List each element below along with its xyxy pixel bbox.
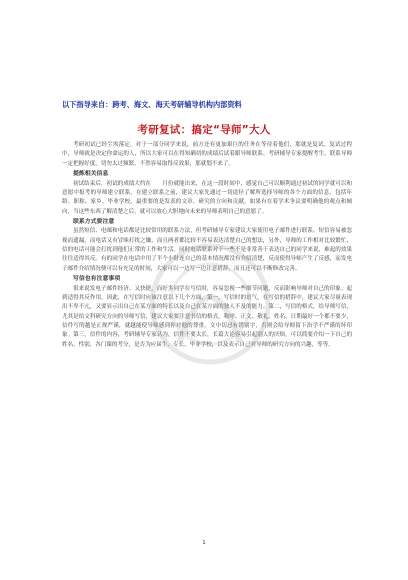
intro-paragraph: 考研初试已经尘埃落定，对于一部分同学来说，前方还有更加艰巨的任务在等待着他们，那就是复试。复试过程中，导师就是决定你命运的人，所以大家可以在得知确切的成绩后试着跟导师联系。考研辅导专家提醒考生，联系导师一定把握好度，切勿太过频繁，不然容易取得反效果，那就划不来了。 [62, 142, 352, 167]
section-heading-info: 提炼相关信息 [73, 171, 109, 178]
section-paragraph-info: 初试结束后，初试的成绩大约在 月份就能出来，在这一段时间中，感觉自己可以顺利通过初试的同学就可以和意愿中报考的导师建立联系，在建立联系之前，建议大家先通过一切途径了解所选择导师的各个方面的信息，包括年龄、职称、家乡、毕业学校，最重要的是发表的文章、研究的方向和贡献，如果有在着学术争议要明确他的观点和倾向，当这些东西了解清楚之后，就可以放心大胆地向未来的导师表明自己的意愿了。 [62, 180, 352, 215]
source-header: 以下指导来自：跨考、海文、海天考研辅导机构内部资料 [62, 100, 242, 109]
article-body [62, 141, 352, 350]
section-heading-letter: 写信也有注意事项 [73, 276, 121, 283]
section-heading-contact: 联系方式要注意 [73, 218, 115, 225]
page-number: 1 [202, 540, 206, 546]
page-title: 考研复试：搞定“导师”大人 [137, 124, 271, 136]
section-paragraph-contact: 虽然短信、电邮和电话都是比较常用的联系方法，但考研辅导专家建议大家使用电子邮件进行联系。短信容易被忽视而遗漏，而电话又有冒昧打扰之嫌，而且两者都比较不容易表达清楚自己的想法，另外，导师的工作相对比较繁忙，信的电话可能会打扰到他们正常的工作和生活。同时电话联系对于一些不是非常善于表达自己的同学来说，难起的效果往往适得其反。有的同学在电话中用了半个小时连自己的基本情况都没有介绍清楚，反而使得导师产生了反感，而发电子邮件介绍情况便可以有充足的时间，大家可以一边写一边注意措辞，而且还可以不断修改完善。 [62, 228, 352, 272]
section-paragraph-letter: 很来说发电子邮件经济、又快捷，而好多同学在写信时，容易忽视一些细节问题，反而影响导师对自己的印象。起到适得其反作用。因此，在写信时应该注意以下几个方面，第一，写信时的语气，在写信的措辞中，建议大家尽量表现出不卑不亢，又要显示出自己在某方面的特长以及自己在某方面的独人不及的能力。第二，写信的格式，给导师写信，尤其是给文科研究方向的导师写信，建议大家要注意书信的格式，称呼、正文、敬礼、姓名、日期最好一个都不要少，信件写的越是正规严谨，就越能使导师感到你对他的尊重。文中切忌有错别字，否则会给导师留下治学不严谨的坏印象。第三，信件的内容，考研辅导专家认为，信件不要太长，长篇大论容易引起别人的厌烦，可以简要介绍一下自己的姓名、性别，各门课的考分，是否为应届生、专长、毕业学校，以及表示自己对导师的研究方向的兴趣，等等。 [62, 285, 352, 348]
